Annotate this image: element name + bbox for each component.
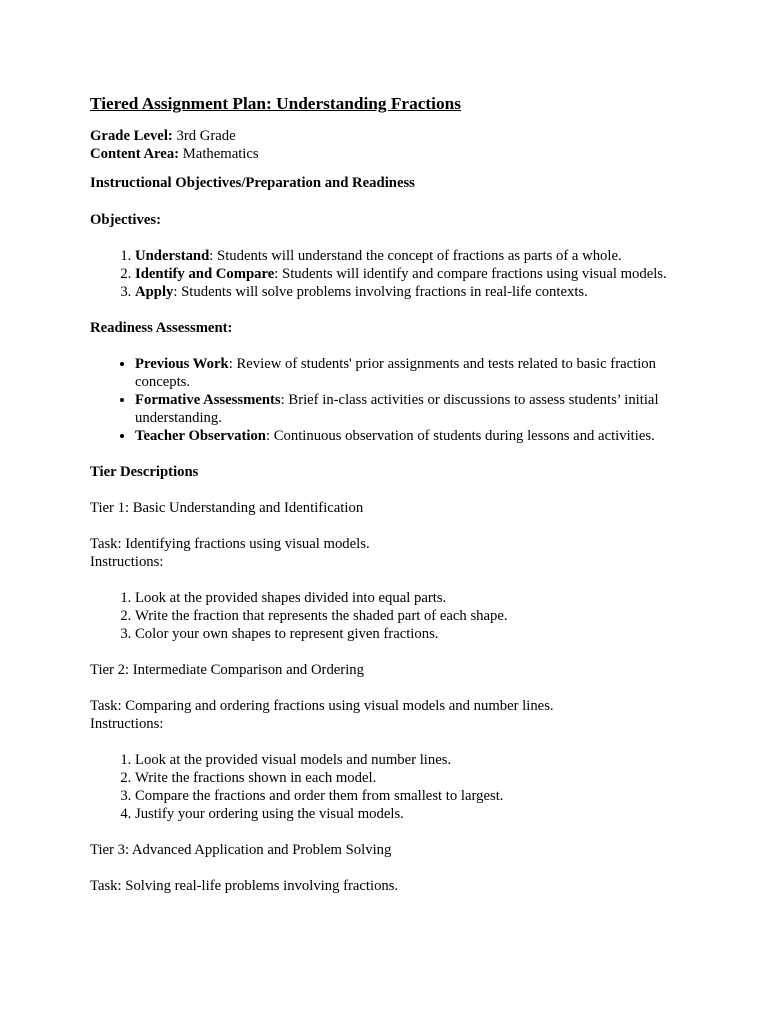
grade-level-label: Grade Level: bbox=[90, 128, 173, 144]
objective-term: Identify and Compare bbox=[135, 266, 275, 282]
readiness-heading: Readiness Assessment: bbox=[90, 320, 233, 336]
list-item: 2. Write the fraction that represents the shaded part of each shape. bbox=[135, 607, 690, 625]
list-item bbox=[135, 355, 690, 391]
content-area-label: Content Area: bbox=[90, 146, 180, 162]
document-page bbox=[90, 94, 690, 895]
objective-term: Apply bbox=[135, 284, 174, 300]
list-item: 3. Color your own shapes to represent given fractions. bbox=[135, 625, 690, 643]
list-item: 1. Look at the provided visual models and number lines. bbox=[135, 751, 690, 769]
list-item bbox=[135, 427, 690, 445]
objectives-heading: Objectives: bbox=[90, 212, 161, 228]
list-item bbox=[135, 247, 690, 265]
list-item: 1. Look at the provided shapes divided into equal parts. bbox=[135, 589, 690, 607]
objective-text: : Students will identify and compare fractions using visual models. bbox=[274, 266, 667, 282]
list-item bbox=[135, 265, 690, 283]
readiness-term: Formative Assessments bbox=[135, 392, 281, 408]
objective-text: : Students will solve problems involving fractions in real-life contexts. bbox=[173, 284, 588, 300]
grade-level-line bbox=[90, 127, 690, 145]
list-item: 3. Compare the fractions and order them from smallest to largest. bbox=[135, 787, 690, 805]
readiness-text: : Brief in-class activities or discussions to assess students’ initial understanding. bbox=[135, 392, 659, 426]
list-item: 2. Write the fractions shown in each model. bbox=[135, 769, 690, 787]
readiness-term: Teacher Observation bbox=[135, 428, 266, 444]
readiness-text: : Continuous observation of students during lessons and activities. bbox=[265, 428, 655, 444]
content-area-line bbox=[90, 145, 690, 163]
instructional-heading: Instructional Objectives/Preparation and Readiness bbox=[90, 175, 415, 191]
list-item bbox=[135, 283, 690, 301]
objectives-list bbox=[90, 247, 690, 301]
tier-2-task: Task: Comparing and ordering fractions using visual models and number lines. bbox=[90, 698, 554, 714]
tier-2-name: Tier 2: Intermediate Comparison and Ordering bbox=[90, 662, 364, 678]
tier-1-steps bbox=[90, 589, 690, 643]
tier-1-task: Task: Identifying fractions using visual models. bbox=[90, 536, 370, 552]
readiness-text: : Review of students' prior assignments and tests related to basic fraction concepts. bbox=[135, 356, 656, 390]
tier-descriptions-heading: Tier Descriptions bbox=[90, 464, 199, 480]
objective-term: Understand bbox=[135, 248, 210, 264]
tier-2-steps bbox=[90, 751, 690, 823]
readiness-list bbox=[90, 355, 690, 445]
tier-3-task: Task: Solving real-life problems involving fractions. bbox=[90, 878, 399, 894]
list-item bbox=[135, 391, 690, 427]
list-item: 4. Justify your ordering using the visual models. bbox=[135, 805, 690, 823]
content-area-value: Mathematics bbox=[179, 146, 259, 162]
grade-level-value: 3rd Grade bbox=[172, 128, 236, 144]
document-title: Tiered Assignment Plan: Understanding Fractions bbox=[90, 94, 461, 113]
tier-1-name: Tier 1: Basic Understanding and Identification bbox=[90, 500, 364, 516]
tier-3-name: Tier 3: Advanced Application and Problem Solving bbox=[90, 842, 392, 858]
tier-2-instructions-label: Instructions: bbox=[90, 716, 164, 732]
tier-1-instructions-label: Instructions: bbox=[90, 554, 164, 570]
objective-text: : Students will understand the concept of fractions as parts of a whole. bbox=[209, 248, 622, 264]
readiness-term: Previous Work bbox=[135, 356, 229, 372]
